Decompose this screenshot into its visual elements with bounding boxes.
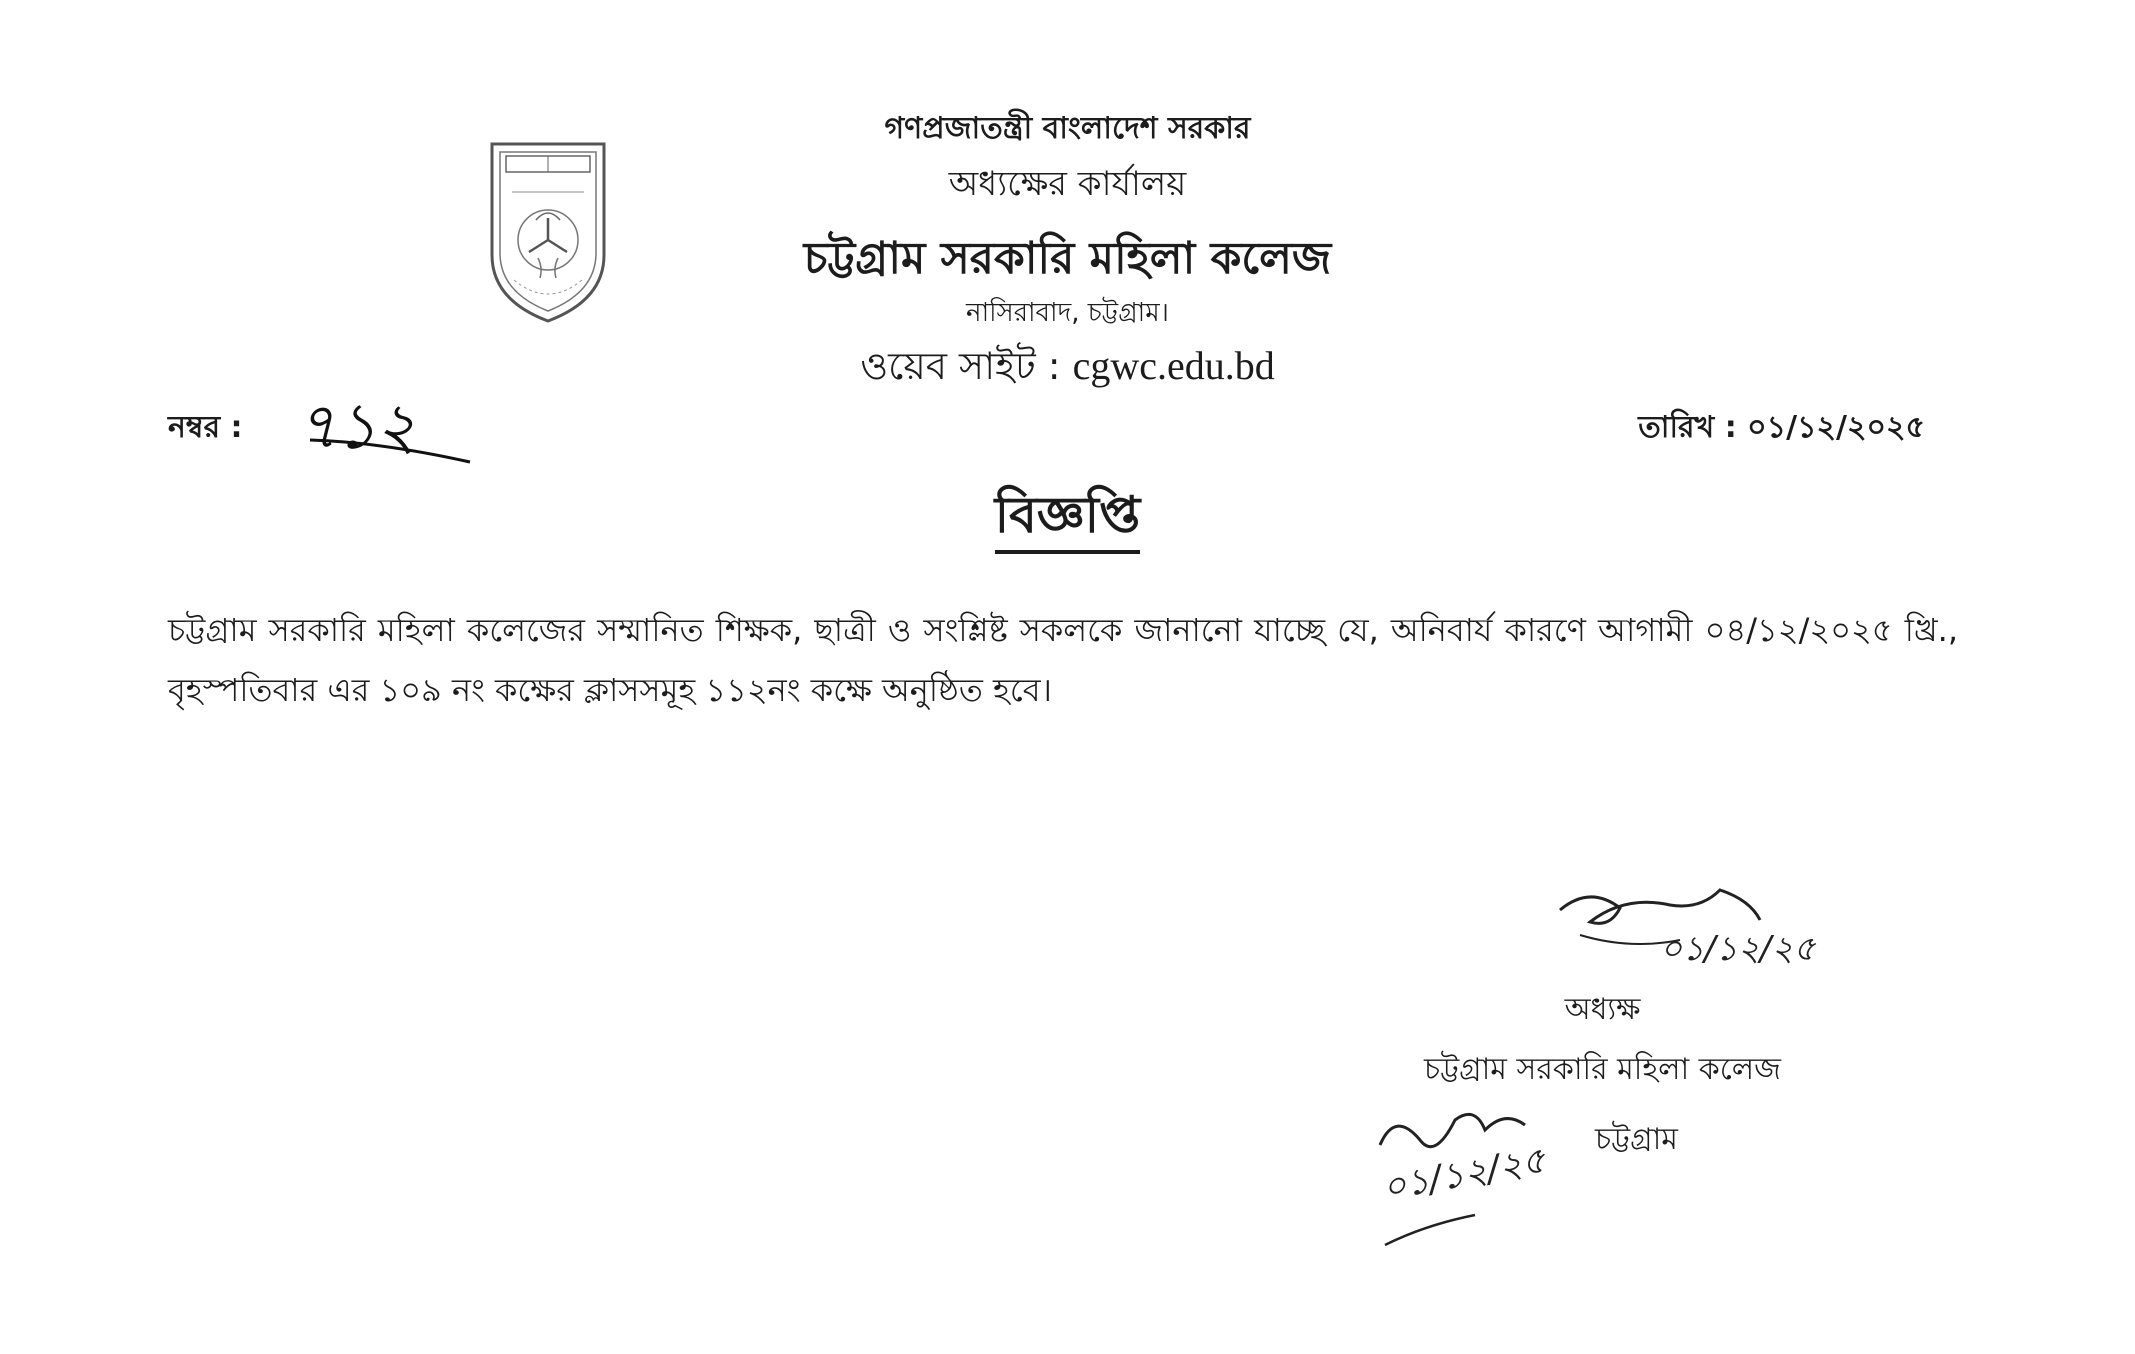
reference-label: নম্বর : — [168, 410, 243, 445]
office-heading: অধ্যক্ষের কার্যালয় — [948, 164, 1187, 204]
second-signature-date: ০১/১২/২৫ — [1379, 1139, 1549, 1209]
government-heading: গণপ্রজাতন্ত্রী বাংলাদেশ সরকার — [884, 111, 1251, 146]
reference-number-handwritten: ৭১২ — [296, 390, 415, 464]
signatory-college: চট্টগ্রাম সরকারি মহিলা কলেজ — [1424, 1052, 1781, 1087]
signature-date: ০১/১২/২৫ — [1660, 929, 1816, 969]
notice-title-wrap — [0, 478, 2135, 561]
handwritten-underline-stroke — [290, 400, 500, 470]
website-label: ওয়েব সাইট : — [860, 344, 1061, 388]
notice-date — [1638, 403, 1925, 454]
date-label: তারিখ : — [1638, 410, 1737, 445]
principal-signature — [1550, 880, 1860, 1000]
notice-body: চট্টগ্রাম সরকারি মহিলা কলেজের সম্মানিত শিক্ষক, ছাত্রী ও সংশ্লিষ্ট সকলকে জানানো যাচ্ছে যে, অনিবার্য কারণে আগামী ০৪/১২/২০২৫ খ্রি., বৃহস্পতিবার এর ১০৯ নং কক্ষের ক্লাসসমূহ ১১২নং কক্ষে অনুষ্ঠিত হবে। — [168, 611, 1958, 709]
signatory-title: অধ্যক্ষ — [1564, 992, 1641, 1027]
college-name: চট্টগ্রাম সরকারি মহিলা কলেজ — [803, 233, 1332, 284]
college-address: নাসিরাবাদ, চট্টগ্রাম। — [966, 298, 1169, 328]
notice-title: বিজ্ঞপ্তি — [995, 486, 1140, 554]
signatory-city: চট্টগ্রাম — [1595, 1122, 1678, 1157]
website-url[interactable]: cgwc.edu.bd — [1072, 343, 1275, 388]
date-value: ০১/১২/২০২৫ — [1747, 410, 1925, 445]
second-signature — [1365, 1100, 1595, 1250]
